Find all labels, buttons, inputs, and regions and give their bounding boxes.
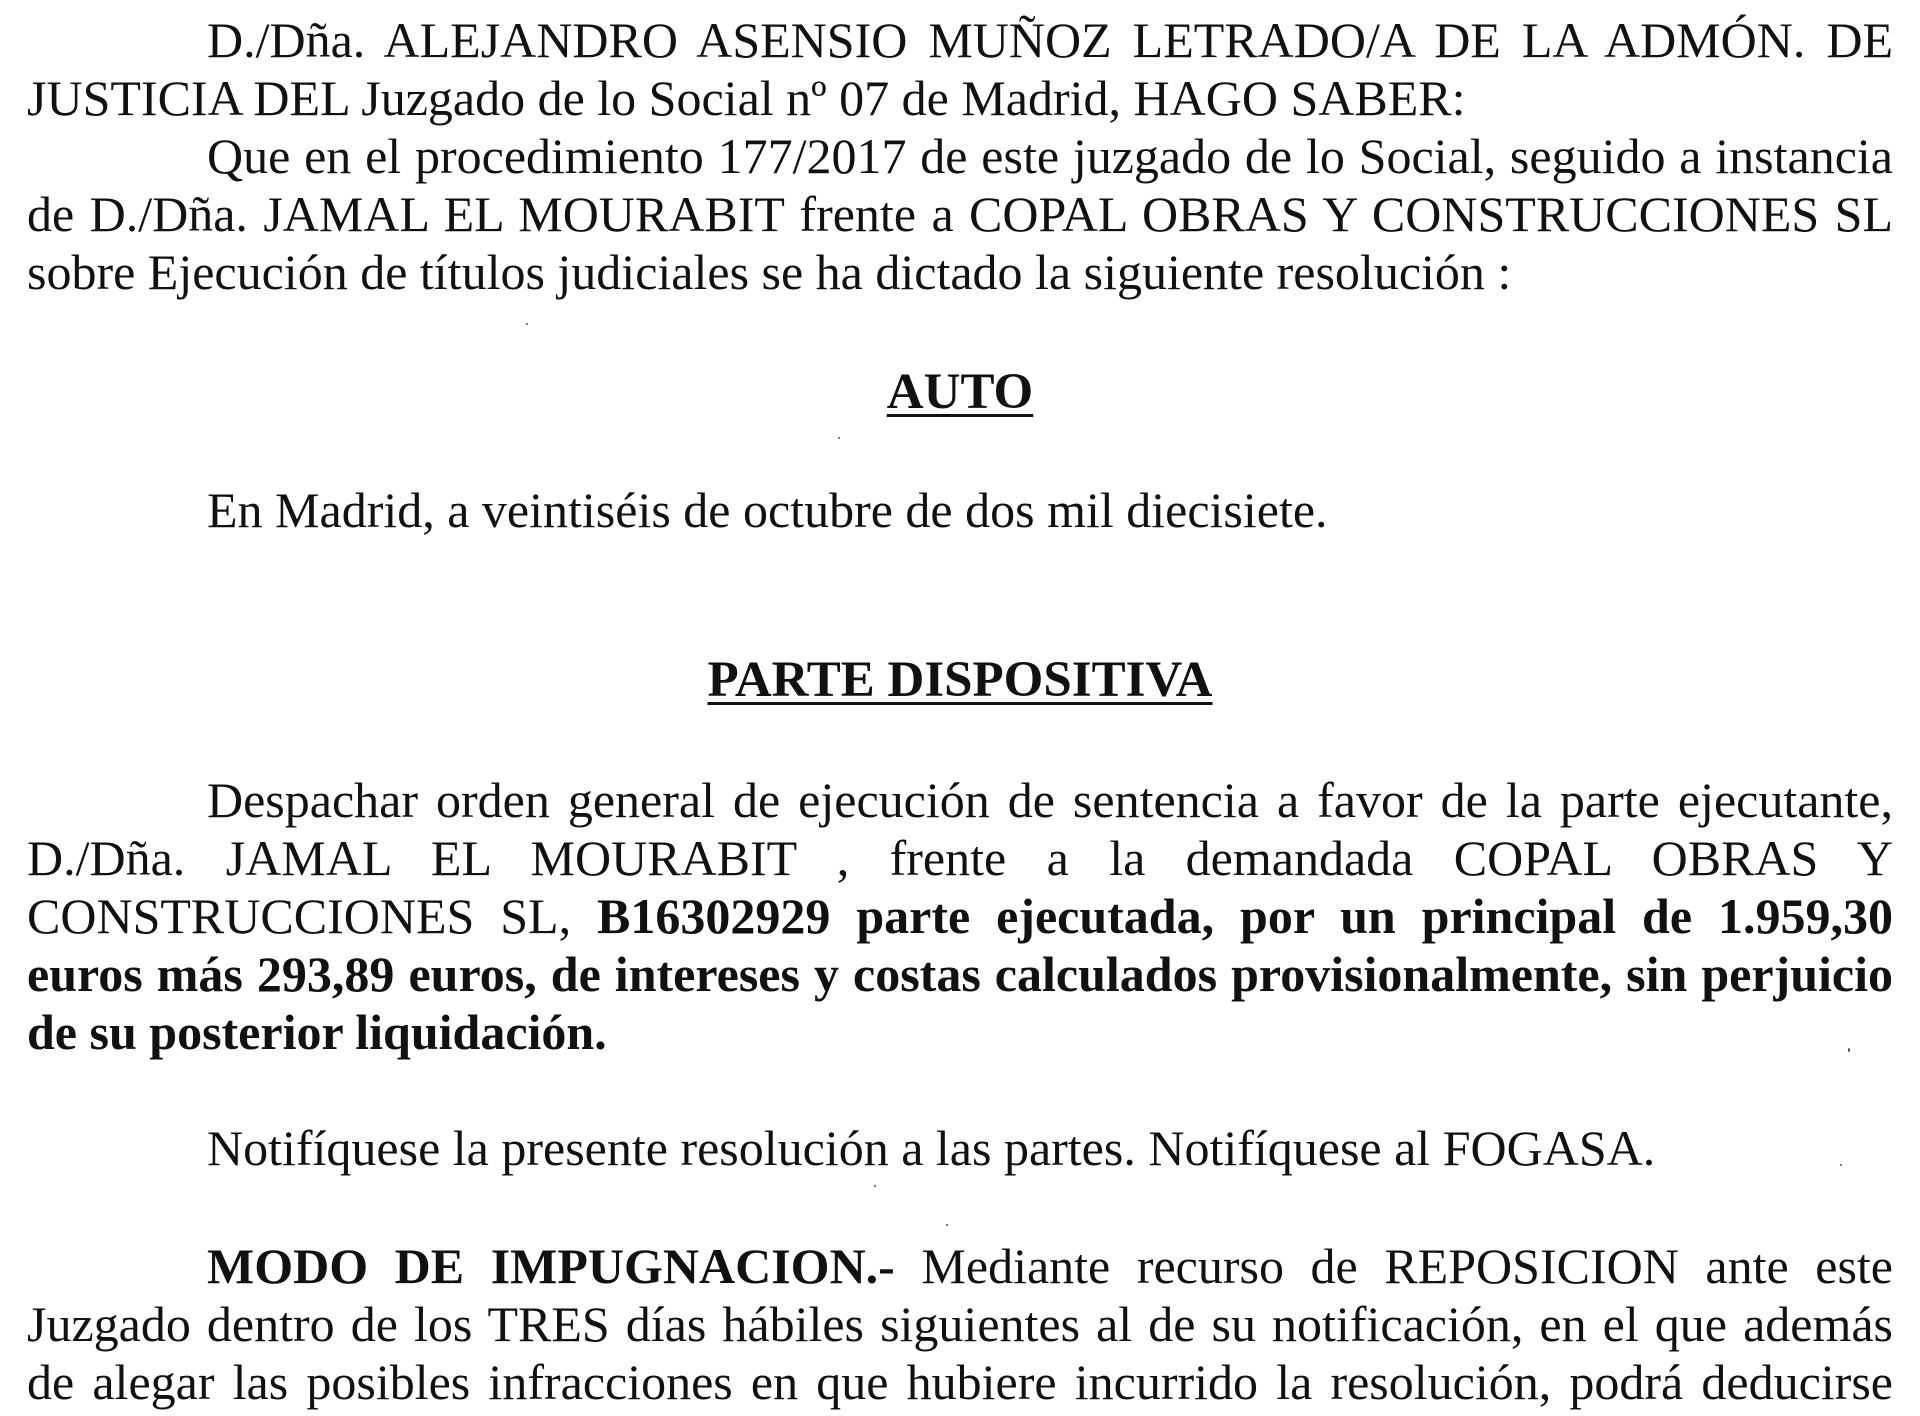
dispatch-line-5: de su posterior liquidación. — [27, 1004, 607, 1060]
appeal-line-2: Juzgado dentro de los TRES días hábiles siguientes al de su notificación, en el que además — [27, 1296, 1893, 1352]
dispositive-heading: PARTE DISPOSITIVA — [707, 652, 1213, 708]
scan-speck — [1840, 1164, 1842, 1166]
appeal-label: MODO DE IMPUGNACION.- — [207, 1238, 895, 1294]
appeal-line-1 — [207, 1236, 1893, 1296]
date-line: En Madrid, a veintiséis de octubre de dos mil diecisiete. — [207, 482, 1328, 538]
scan-speck — [838, 437, 840, 439]
dispatch-line-3 — [27, 886, 1893, 946]
dispatch-line-3-normal: CONSTRUCCIONES SL, — [27, 888, 598, 944]
dispatch-line-2: D./Dña. JAMAL EL MOURABIT , frente a la demandada COPAL OBRAS Y — [27, 830, 1893, 886]
intro-line-3: sobre Ejecución de títulos judiciales se ha dictado la siguiente resolución : — [27, 244, 1512, 300]
scan-speck — [526, 323, 528, 325]
scan-speck — [874, 1185, 876, 1187]
appeal-line-1-rest: Mediante recurso de REPOSICION ante este — [894, 1238, 1893, 1294]
auto-heading: AUTO — [886, 364, 1034, 420]
appeal-line-3: de alegar las posibles infracciones en que hubiere incurrido la resolución, podrá deducirse — [27, 1354, 1893, 1410]
notify-line: Notifíquese la presente resolución a las partes. Notifíquese al FOGASA. — [207, 1120, 1656, 1176]
intro-line-2: de D./Dña. JAMAL EL MOURABIT frente a COPAL OBRAS Y CONSTRUCCIONES SL — [27, 186, 1893, 242]
dispatch-line-1: Despachar orden general de ejecución de sentencia a favor de la parte ejecutante, — [207, 772, 1893, 828]
intro-line-1: Que en el procedimiento 177/2017 de este juzgado de lo Social, seguido a instancia — [207, 128, 1893, 184]
header-line-2: JUSTICIA DEL Juzgado de lo Social nº 07 de Madrid, HAGO SABER: — [27, 70, 1466, 126]
scan-speck — [946, 1224, 948, 1226]
scan-speck — [1848, 1048, 1850, 1052]
dispatch-line-4: euros más 293,89 euros, de intereses y costas calculados provisionalmente, sin perjuicio — [27, 946, 1893, 1002]
header-line-1: D./Dña. ALEJANDRO ASENSIO MUÑOZ LETRADO/A DE LA ADMÓN. DE — [207, 12, 1893, 68]
dispatch-line-3-bold: B16302929 parte ejecutada, por un principal de 1.959,30 — [597, 888, 1893, 944]
